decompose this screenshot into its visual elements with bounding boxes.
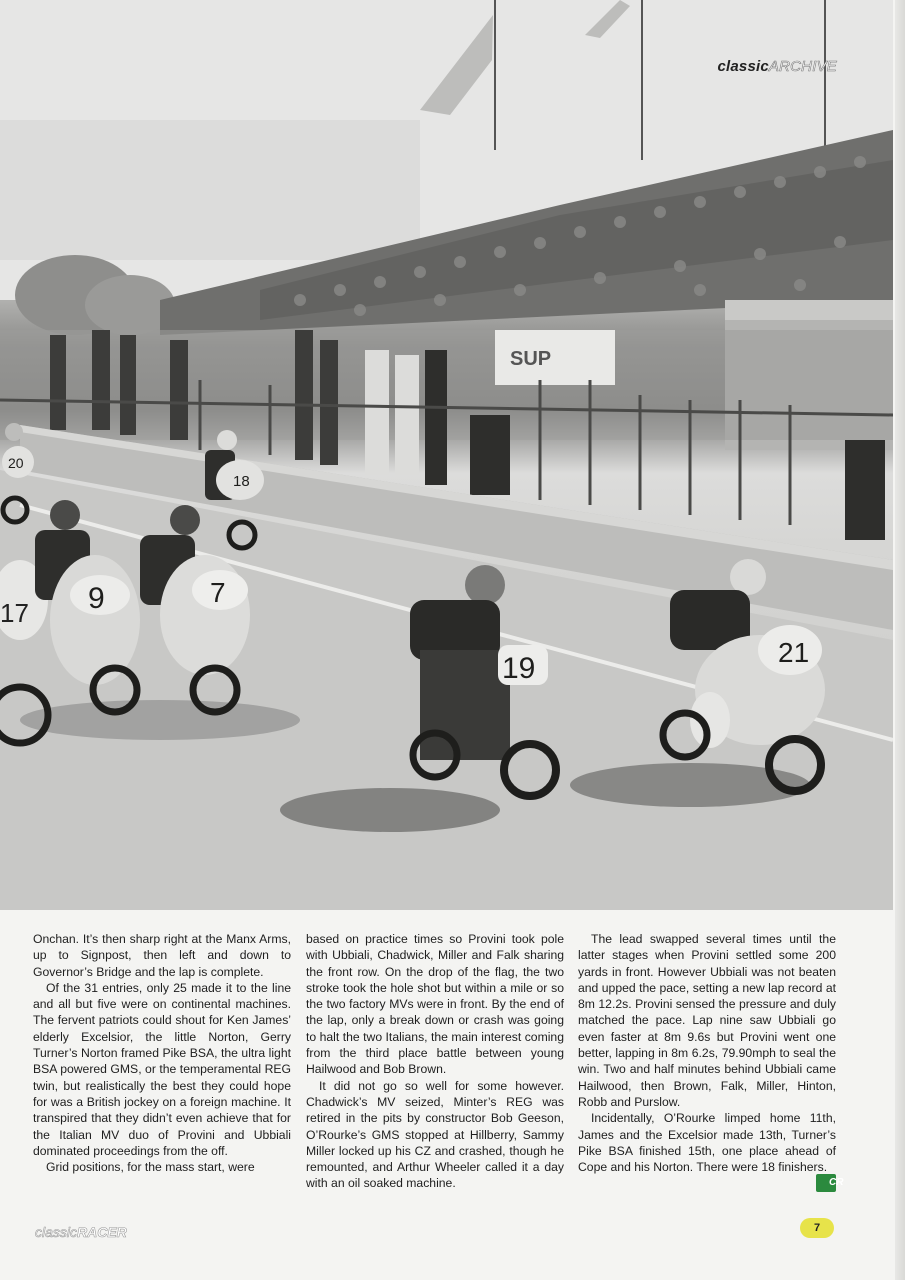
article-column-2 <box>306 931 564 1192</box>
race-number-21: 21 <box>778 637 810 668</box>
race-number-7: 7 <box>210 577 226 608</box>
paragraph: It did not go so well for some however. Chadwick’s MV seized, Minter’s REG was retired in the pits by constructor Bob Geeson, O’Rourke’s GMS stopped at Hillberry, Sammy Miller locked up his CZ and crashed, though he remounted, and Arthur Wheeler called it a day with an oil soaked machine. <box>306 1078 564 1191</box>
page-number: 7 <box>800 1218 834 1238</box>
paragraph: The lead swapped several times until the latter stages when Provini settled some 200 yards in front. However Ubbiali was not beaten and upped the pace, setting a new lap record at 8m 12.2s. Provini sensed the pressure and duly matched the pace. Lap nine saw Ubbiali go even faster at 8m 9.6s but Provini went one better, lapping in 8m 6.2s, 79.90mph to seal the win. Two and half minutes behind Ubbiali came Hailwood, then Brown, Falk, Miller, Hinton, Robb and Purslow. <box>578 932 836 1109</box>
header-brand-bold: classic <box>717 58 769 75</box>
race-number-20: 20 <box>8 455 24 471</box>
paragraph: Of the 31 entries, only 25 made it to the line and all but five were on continental machines. The fervent patriots could shout for Ken James’ elderly Excelsior, the little Norton, Gerry Turner’s Norton framed Pike BSA, the ultra light BSA powered GMS, or the temperamental REG twin, but realistically the best they could hope for was a British jockey on a foreign machine. It transpired that they didn’t even achieve that for the Italian MV duo of Provini and Ubbiali dominated proceedings from the off. <box>33 980 291 1158</box>
paragraph <box>578 1110 844 1189</box>
race-number-9: 9 <box>88 582 105 615</box>
footer-brand-light: classic <box>35 1224 78 1240</box>
paragraph-text: Incidentally, O’Rourke limped home 11th, James and the Excelsior made 13th, Turner’s Pike BSA finished 15th, one place ahead of Cope and his Norton. There were 18 finishers. <box>578 1111 836 1175</box>
header-brand <box>717 58 837 75</box>
race-number-17: 17 <box>0 598 29 628</box>
article-column-3 <box>578 931 844 1192</box>
page-edge <box>895 0 905 1280</box>
header-brand-light: ARCHIVE <box>768 58 837 75</box>
paragraph: Onchan. It’s then sharp right at the Manx Arms, up to Signpost, then left and down to Governor’s Bridge and the lap is complete. <box>33 932 291 979</box>
race-number-19: 19 <box>502 652 536 685</box>
pit-sign: SUP <box>510 348 552 370</box>
footer-brand <box>35 1224 127 1240</box>
end-mark-badge: CR <box>816 1174 836 1192</box>
article-column-1 <box>33 931 291 1175</box>
footer-brand-bold: RACER <box>77 1224 127 1240</box>
paragraph: based on practice times so Provini took pole with Ubbiali, Chadwick, Miller and Falk sharing the front row. On the drop of the flag, the two stroke took the hole shot but within a mile or so the two factory MVs were in front. By the end of the lap, only a break down or crash was going to halt the two Italians, the main interest coming from the third place battle between young Hailwood and Bob Brown. <box>306 932 564 1077</box>
paragraph: Grid positions, for the mass start, were <box>46 1160 255 1175</box>
race-number-18: 18 <box>233 473 250 490</box>
